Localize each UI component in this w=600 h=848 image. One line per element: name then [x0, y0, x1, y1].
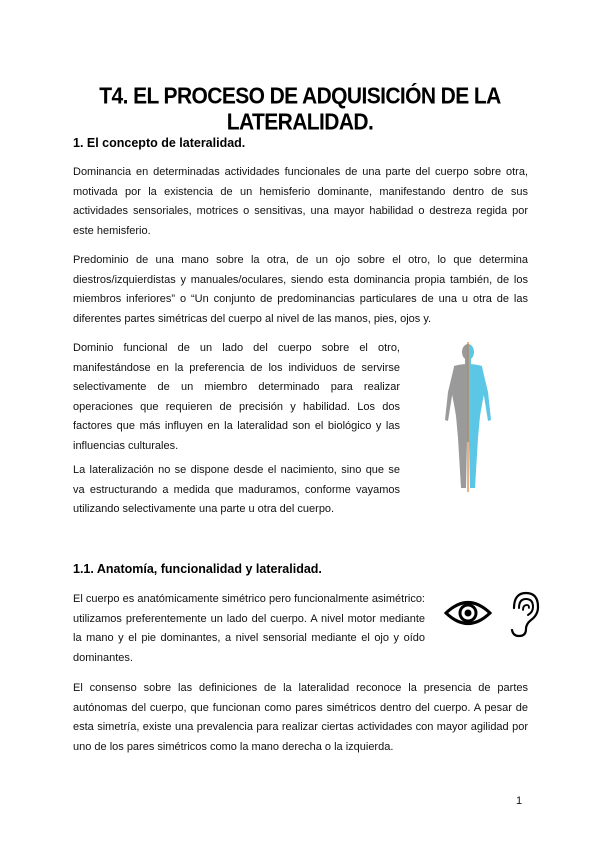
paragraph-cuerpo-simetrico: El cuerpo es anatómicamente simétrico pero funcionalmente asimétrico: utilizamos preferentemente un lado del cuerpo. A nivel motor mediante la mano y el pie dominantes, a nivel sensorial mediante el ojo y oído dominantes. — [73, 593, 425, 664]
human-body-split-icon — [438, 342, 498, 492]
page-number: 1 — [516, 795, 523, 807]
section-heading-anatomia: 1.1. Anatomía, funcionalidad y lateralidad. — [73, 562, 322, 576]
eye-icon — [444, 598, 492, 628]
paragraph-dominancia: Dominancia en determinadas actividades funcionales de una parte del cuerpo sobre otra, motivada por la existencia de un hemisferio dominante, manifestando dentro de sus actividades sensoriales, motrices o sensitivas, una mayor habilidad o destreza regida por este hemisferio. — [73, 166, 528, 237]
paragraph-dominio-funcional: Dominio funcional de un lado del cuerpo sobre el otro, manifestándose en la preferencia de los individuos de servirse selectivamente de un miembro determinado para realizar operaciones que requieren de precisión y habilidad. Los dos factores que más influyen en la lateralidad son el biológico y las influencias culturales. — [73, 342, 400, 452]
page-title: T4. EL PROCESO DE ADQUISICIÓN DE LA LATERALIDAD. — [99, 84, 501, 135]
paragraph-consenso: El consenso sobre las definiciones de la lateralidad reconoce la presencia de partes autónomas del cuerpo, que funcionan como pares simétricos dentro del cuerpo. A pesar de esta simetría, existe una prevalencia para realizar ciertas actividades con mayor agilidad por uno de los pares simétricos como la mano derecha o la izquierda. — [73, 682, 528, 753]
section-heading-concepto: 1. El concepto de lateralidad. — [73, 136, 246, 150]
paragraph-lateralizacion: La lateralización no se dispone desde el nacimiento, sino que se va estructurando a medida que maduramos, conforme vayamos utilizando selectivamente una parte u otra del cuerpo. — [73, 464, 400, 516]
paragraph-predominio: Predominio de una mano sobre la otra, de un ojo sobre el otro, lo que determina diestros/izquierdistas y manuales/oculares, siendo esta dominancia propia también, de los miembros inferiores” o “Un conjunto de predominancias particulares de una u otra de las diferentes partes simétricas del cuerpo al nivel de las manos, pies, ojos y. — [73, 254, 528, 325]
ear-icon — [506, 590, 542, 638]
